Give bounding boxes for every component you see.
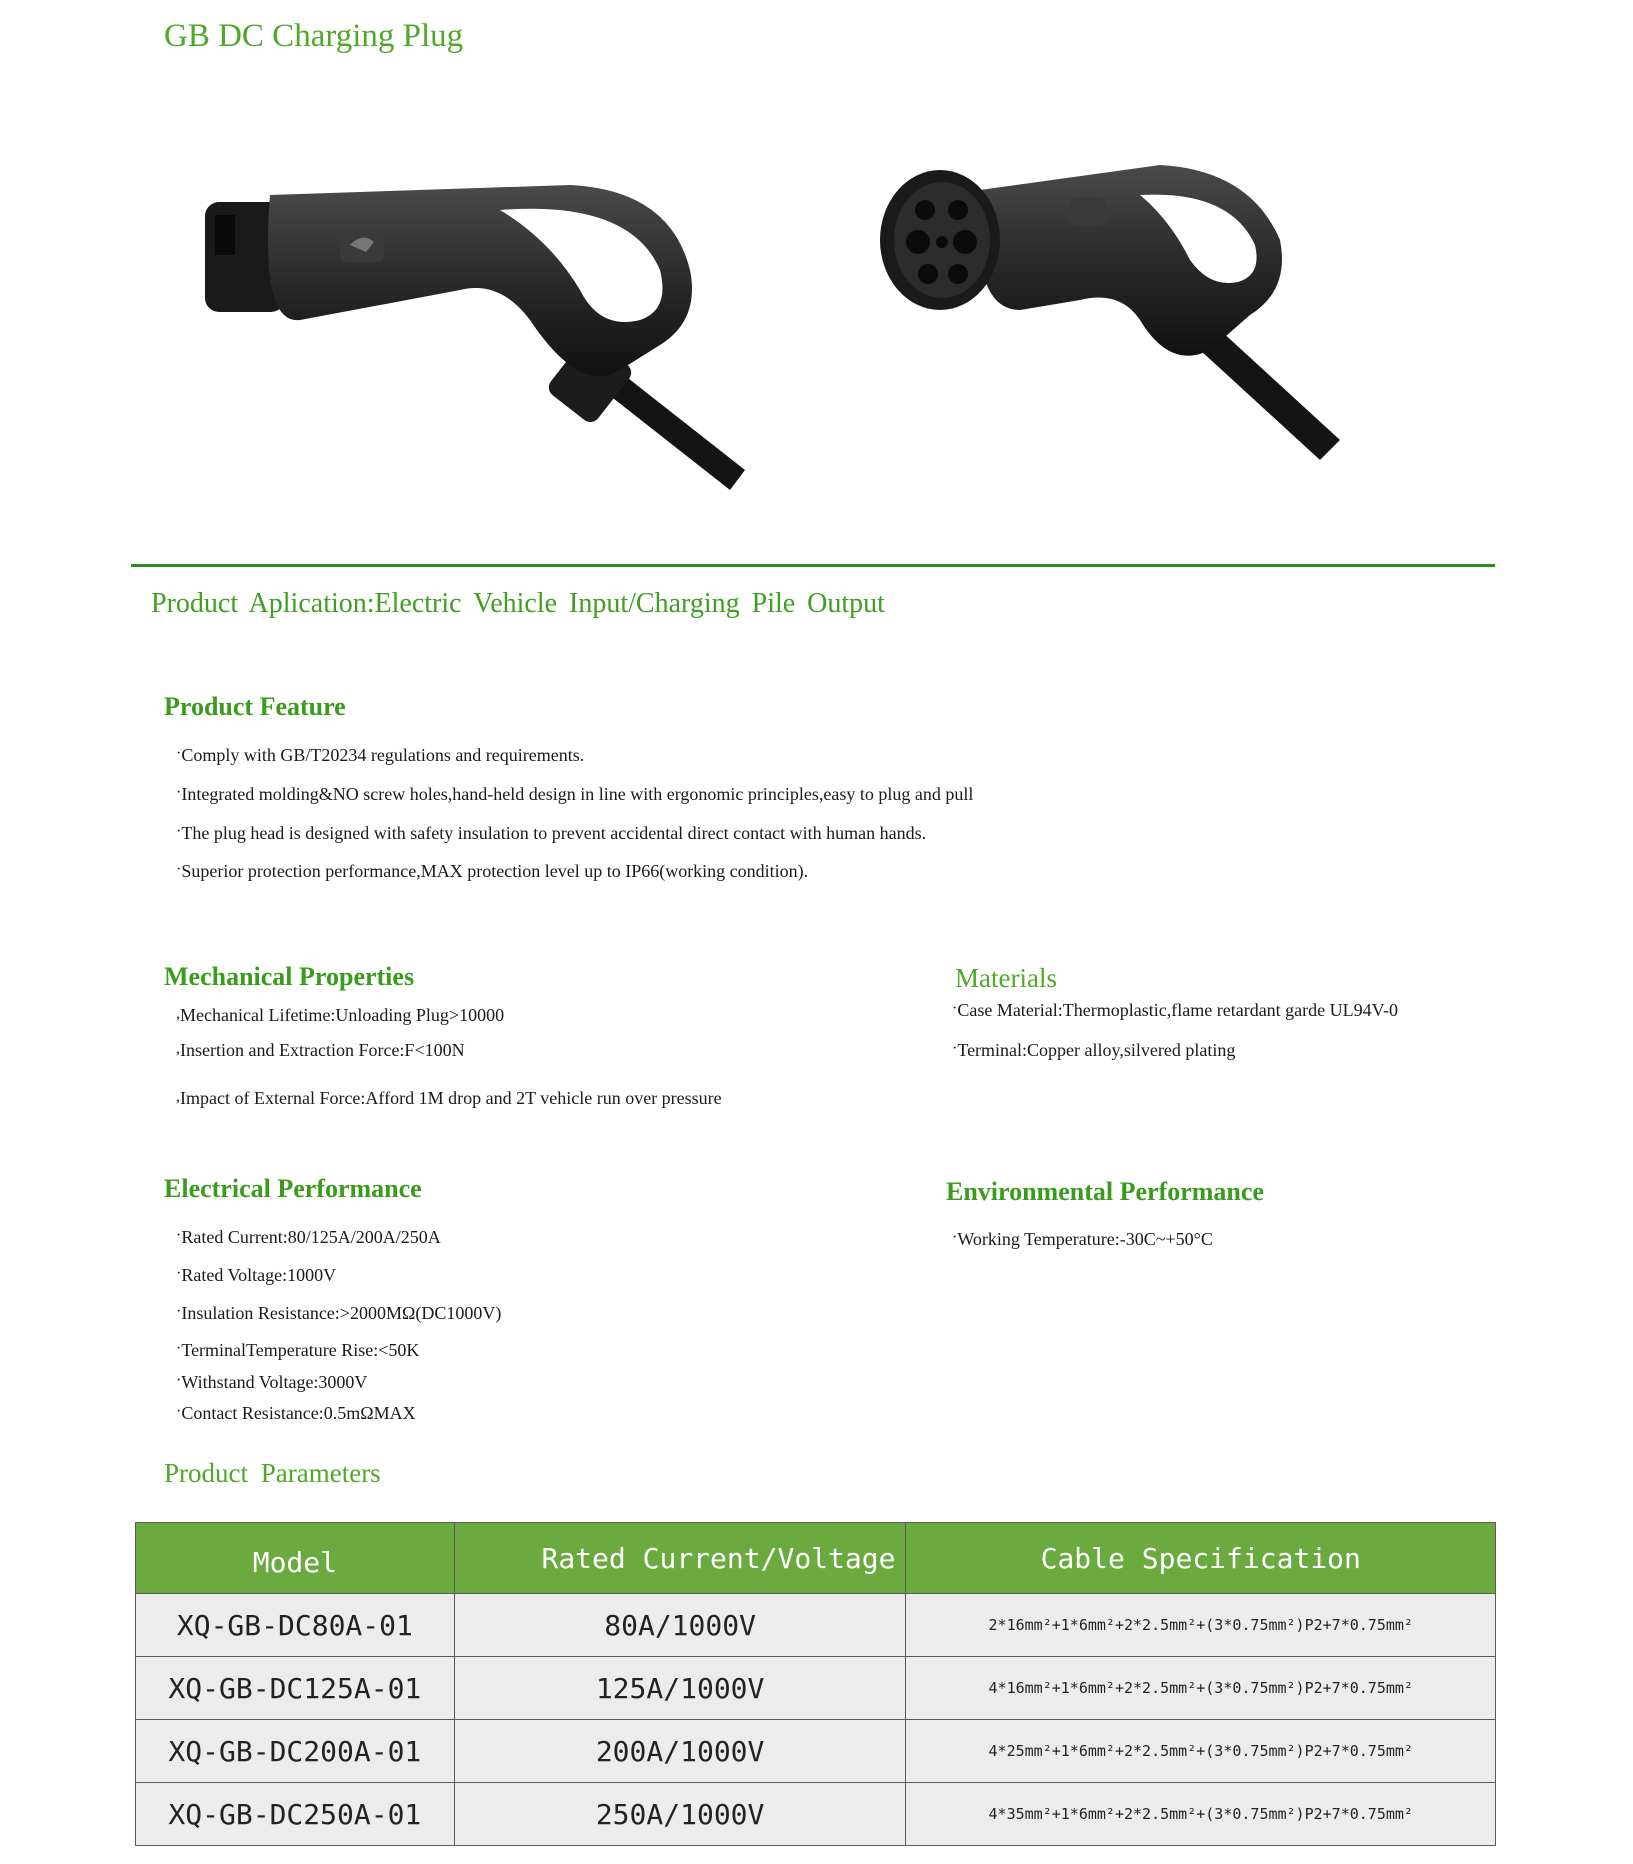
cable-cell: 4*16mm²+1*6mm²+2*2.5mm²+(3*0.75mm²)P2+7*0.75mm² — [906, 1657, 1496, 1720]
model-cell: XQ-GB-DC80A-01 — [136, 1594, 455, 1657]
materials-item: ·Case Material:Thermoplastic,flame retardant garde UL94V-0 — [952, 1000, 1398, 1020]
environmental-item: ·Working Temperature:-30C~+50°C — [952, 1229, 1213, 1249]
product-application: Product Aplication:Electric Vehicle Input/Charging Pile Output — [151, 588, 885, 619]
column-header-cable: Cable Specification — [906, 1523, 1496, 1594]
electrical-item: ·Contact Resistance:0.5mΩMAX — [176, 1403, 416, 1423]
environmental-performance-heading: Environmental Performance — [946, 1177, 1264, 1206]
table-row — [136, 1594, 1496, 1657]
feature-item: ·The plug head is designed with safety insulation to prevent accidental direct contact with human hands. — [176, 823, 927, 843]
electrical-item: ·TerminalTemperature Rise:<50K — [176, 1340, 420, 1360]
mechanical-item: ,Mechanical Lifetime:Unloading Plug>10000 — [176, 1005, 505, 1025]
rated-cell: 250A/1000V — [454, 1783, 906, 1846]
page-title: GB DC Charging Plug — [164, 18, 464, 54]
electrical-item: ·Rated Voltage:1000V — [176, 1265, 337, 1285]
plug-front-view-image — [870, 150, 1350, 470]
product-parameters-heading: Product Parameters — [164, 1458, 381, 1488]
materials-heading: Materials — [955, 963, 1057, 993]
model-cell: XQ-GB-DC200A-01 — [136, 1720, 455, 1783]
table-row — [136, 1657, 1496, 1720]
electrical-item: ·Withstand Voltage:3000V — [176, 1372, 368, 1392]
table-header-row — [136, 1523, 1496, 1594]
materials-item: ·Terminal:Copper alloy,silvered plating — [952, 1040, 1236, 1060]
plug-side-view-image — [200, 170, 760, 510]
column-header-rated: Rated Current/Voltage — [454, 1523, 906, 1594]
electrical-performance-heading: Electrical Performance — [164, 1174, 422, 1203]
mechanical-properties-heading: Mechanical Properties — [164, 962, 415, 991]
electrical-item: ·Rated Current:80/125A/200A/250A — [176, 1227, 441, 1247]
mechanical-item: ,Insertion and Extraction Force:F<100N — [176, 1040, 465, 1060]
feature-item: ·Comply with GB/T20234 regulations and requirements. — [176, 745, 585, 765]
electrical-item: ·Insulation Resistance:>2000MΩ(DC1000V) — [176, 1303, 502, 1323]
rated-cell: 80A/1000V — [454, 1594, 906, 1657]
rated-cell: 125A/1000V — [454, 1657, 906, 1720]
cable-cell: 4*35mm²+1*6mm²+2*2.5mm²+(3*0.75mm²)P2+7*0.75mm² — [906, 1783, 1496, 1846]
table-row — [136, 1720, 1496, 1783]
product-parameters-table — [135, 1522, 1496, 1846]
mechanical-item: ,Impact of External Force:Afford 1M drop and 2T vehicle run over pressure — [176, 1088, 722, 1108]
feature-item: ·Integrated molding&NO screw holes,hand-held design in line with ergonomic principles,easy to plug and pull — [176, 784, 974, 804]
column-header-model: Model — [136, 1523, 455, 1594]
product-feature-heading: Product Feature — [164, 692, 346, 721]
cable-cell: 2*16mm²+1*6mm²+2*2.5mm²+(3*0.75mm²)P2+7*0.75mm² — [906, 1594, 1496, 1657]
section-divider — [131, 564, 1495, 567]
rated-cell: 200A/1000V — [454, 1720, 906, 1783]
feature-item: ·Superior protection performance,MAX protection level up to IP66(working condition). — [176, 861, 809, 881]
model-cell: XQ-GB-DC125A-01 — [136, 1657, 455, 1720]
table-row — [136, 1783, 1496, 1846]
cable-cell: 4*25mm²+1*6mm²+2*2.5mm²+(3*0.75mm²)P2+7*0.75mm² — [906, 1720, 1496, 1783]
model-cell: XQ-GB-DC250A-01 — [136, 1783, 455, 1846]
